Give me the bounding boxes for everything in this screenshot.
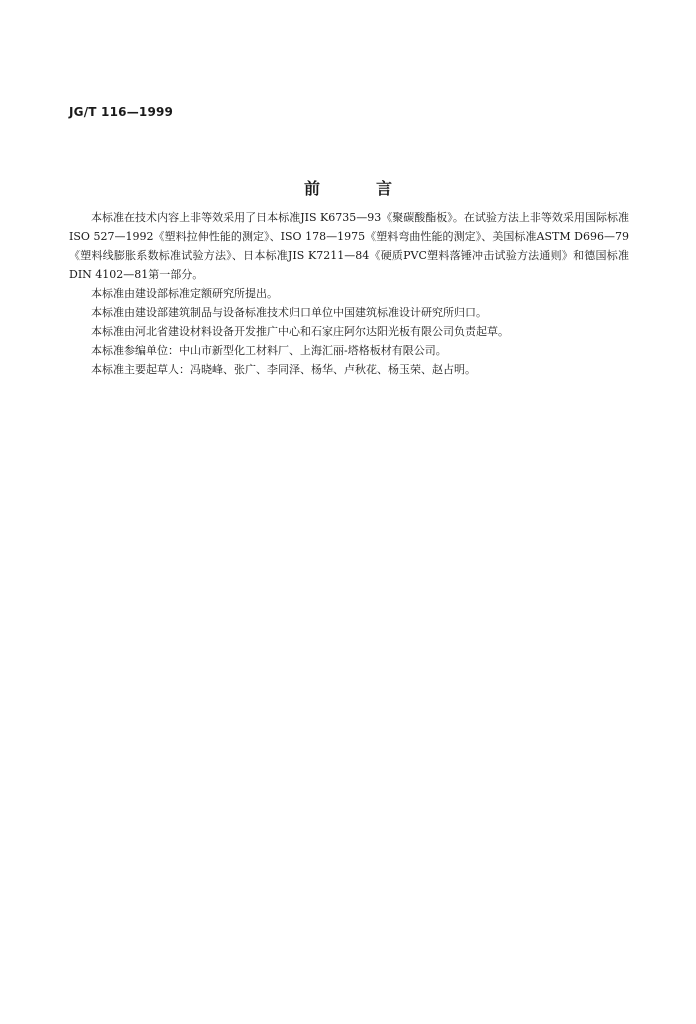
paragraph-adoption: 本标准在技术内容上非等效采用了日本标准JIS K6735—93《聚碳酸酯板》。在试验方法上非等效采用国际标准ISO 527—1992《塑料拉伸性能的测定》、ISO 178—1975《塑料弯曲性能的测定》、美国标准ASTM D696—79《塑料线膨胀系数标准试验方法》、日本标准JIS K7211—84《硬质PVC塑料落锤冲击试验方法通则》和德国标准DIN 4102—81第一部分。 xyxy=(69,211,629,281)
paragraph-main-drafters: 本标准主要起草人：冯晓峰、张广、李同泽、杨华、卢秋花、杨玉荣、赵占明。 xyxy=(91,363,476,376)
page-title: 前言 xyxy=(303,179,448,198)
paragraph-managed-by: 本标准由建设部建筑制品与设备标准技术归口单位中国建筑标准设计研究所归口。 xyxy=(91,306,487,319)
paragraph-participating-units: 本标准参编单位：中山市新型化工材料厂、上海汇丽-塔格板材有限公司。 xyxy=(91,344,447,357)
paragraph-drafted-by: 本标准由河北省建设材料设备开发推广中心和石家庄阿尔达阳光板有限公司负责起草。 xyxy=(91,325,509,338)
standard-code: JG/T 116—1999 xyxy=(69,105,174,119)
foreword-body xyxy=(69,208,629,379)
paragraph-proposed-by: 本标准由建设部标准定额研究所提出。 xyxy=(91,287,278,300)
